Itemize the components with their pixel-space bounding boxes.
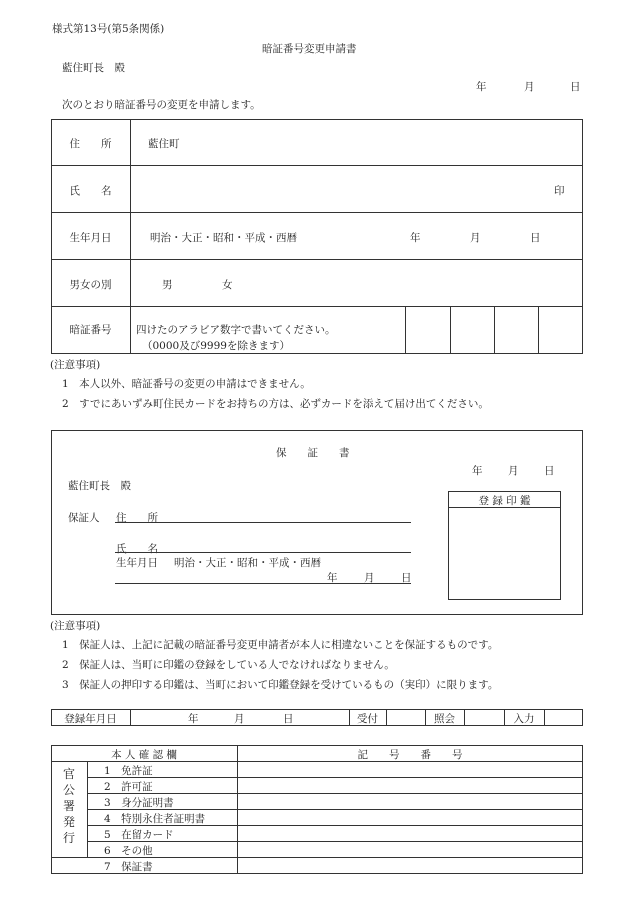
guarantor-birth-label: 生年月日	[116, 557, 158, 569]
guarantor-birth-day: 日	[401, 572, 412, 584]
sex-female[interactable]: 女	[222, 279, 233, 291]
registration-day: 日	[283, 713, 294, 725]
sex-label: 男女の別	[69, 279, 112, 291]
form-number: 様式第13号(第5条関係)	[52, 23, 165, 35]
issuer-char: 発	[62, 815, 75, 829]
addressee: 藍住町長 殿	[62, 62, 125, 74]
guarantor-label: 保証人	[68, 512, 100, 524]
date-year: 年	[476, 81, 487, 93]
guarantor-birth-year: 年	[327, 572, 338, 584]
guarantee-addressee: 藍住町長 殿	[68, 480, 131, 492]
intro-text: 次のとおり暗証番号の変更を申請します。	[62, 99, 261, 111]
birth-month-mark: 月	[470, 232, 481, 244]
registration-date-label: 登録年月日	[64, 713, 117, 725]
id-check-header-left: 本 人 確 認 欄	[111, 749, 177, 761]
guarantor-birth-eras: 明治・大正・昭和・平成・西暦	[174, 557, 321, 569]
birth-day-mark: 日	[530, 232, 541, 244]
notes1-heading: (注意事項)	[50, 359, 101, 371]
guarantor-name-line[interactable]	[115, 552, 411, 553]
id-item-permit[interactable]: 2 許可証	[104, 781, 153, 793]
address-label: 住 所	[69, 138, 112, 150]
pin-note-2: （0000及び9999を除きます）	[142, 340, 290, 352]
pin-digit-2[interactable]	[451, 307, 493, 353]
id-item-other[interactable]: 6 その他	[104, 845, 153, 857]
name-label: 氏 名	[69, 185, 112, 197]
notes2-heading: (注意事項)	[50, 620, 101, 632]
form-title: 暗証番号変更申請書	[262, 43, 357, 55]
issuer-char: 署	[62, 799, 75, 813]
issuer-char: 官	[62, 767, 75, 781]
pin-digit-3[interactable]	[495, 307, 537, 353]
birth-label: 生年月日	[69, 232, 112, 244]
id-item-identification[interactable]: 3 身分証明書	[104, 797, 174, 809]
birth-eras: 明治・大正・昭和・平成・西暦	[150, 232, 297, 244]
guarantee-title: 保 証 書	[276, 447, 350, 459]
registration-year: 年	[188, 713, 199, 725]
pin-label: 暗証番号	[69, 324, 112, 336]
receipt-label: 受付	[357, 713, 378, 725]
guarantor-address-line[interactable]	[115, 522, 411, 523]
notes2-item: 2 保証人は、当町に印鑑の登録をしている人でなければなりません。	[62, 659, 395, 671]
id-item-license[interactable]: 1 免許証	[104, 765, 153, 777]
pin-digit-1[interactable]	[406, 307, 449, 353]
address-value: 藍住町	[148, 138, 180, 150]
date-month: 月	[524, 81, 535, 93]
sex-male[interactable]: 男	[162, 279, 173, 291]
guarantee-month: 月	[508, 465, 519, 477]
id-item-special-permanent[interactable]: 4 特別永住者証明書	[104, 813, 206, 825]
issuer-group-label	[51, 766, 87, 846]
registration-month: 月	[234, 713, 245, 725]
id-item-guarantee[interactable]: 7 保証書	[104, 861, 153, 873]
guarantor-birth-line[interactable]	[115, 583, 411, 584]
registered-seal-label: 登 録 印 鑑	[478, 495, 531, 507]
issuer-char: 行	[62, 831, 75, 845]
guarantee-day: 日	[544, 465, 555, 477]
guarantor-birth-month: 月	[364, 572, 375, 584]
pin-note-1: 四けたのアラビア数字で書いてください。	[136, 324, 336, 336]
notes2-item: 1 保証人は、上記に記載の暗証番号変更申請者が本人に相違ないことを保証するものです。	[62, 639, 499, 651]
notes2-item: 3 保証人の押印する印鑑は、当町において印鑑登録を受けているもの（実印）に限ります。	[62, 679, 499, 691]
guarantor-address-label: 住 所	[116, 512, 158, 524]
date-day: 日	[570, 81, 581, 93]
id-check-header-right: 記 号 番 号	[357, 749, 463, 761]
guarantee-year: 年	[472, 465, 483, 477]
seal-mark: 印	[554, 185, 565, 197]
pin-digit-4[interactable]	[539, 307, 582, 353]
notes1-item: 2 すでにあいずみ町住民カードをお持ちの方は、必ずカードを添えて届け出てください。	[62, 398, 489, 410]
guarantor-name-label: 氏 名	[116, 543, 158, 555]
id-item-residence-card[interactable]: 5 在留カード	[104, 829, 174, 841]
birth-year-mark: 年	[410, 232, 421, 244]
notes1-item: 1 本人以外、暗証番号の変更の申請はできません。	[62, 378, 311, 390]
inquiry-label: 照会	[434, 713, 455, 725]
issuer-char: 公	[62, 783, 75, 797]
input-label: 入力	[513, 713, 535, 725]
